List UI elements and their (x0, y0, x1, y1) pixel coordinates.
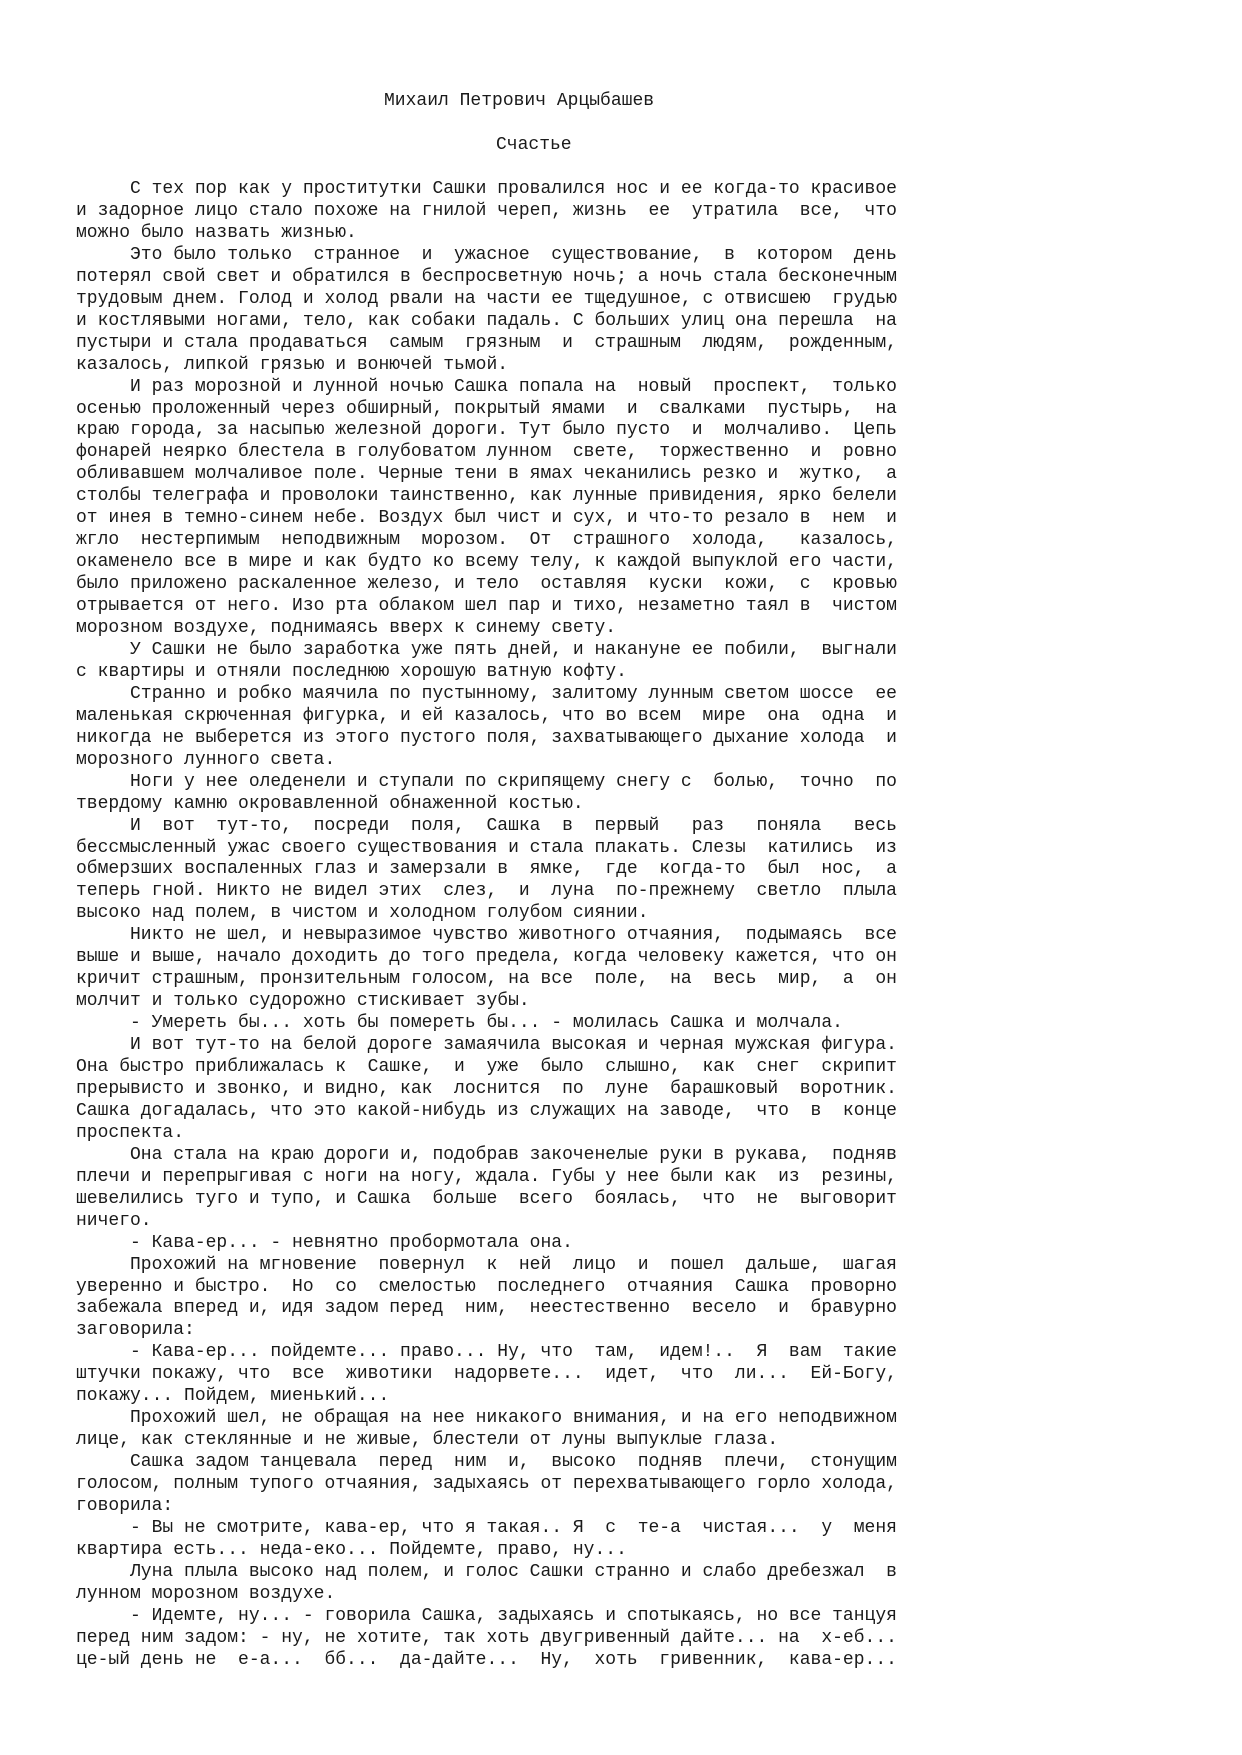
text-line: лунном морозном воздухе. (76, 1583, 336, 1604)
text-line: можно было назвать жизнью. (76, 222, 357, 243)
text-line: морозном воздухе, поднимаясь вверх к синему свету. (76, 618, 617, 638)
text-line: - Идемте, ну... - говорила Сашка, задыхаясь и спотыкаясь, но все танцуя (76, 1605, 897, 1626)
text-line: трудовым днем. Голод и холод рвали на части ее тщедушное, с отвисшею грудью (76, 288, 897, 309)
text-line: - Кава-ер... - невнятно пробормотала она. (76, 1232, 573, 1253)
text-line: И вот тут-то, посреди поля, Сашка в первый раз поняла весь (76, 815, 897, 836)
text-line: С тех пор как у проститутки Сашки провалился нос и ее когда-то красивое (76, 179, 897, 199)
text-line: твердому камню окровавленной обнаженной костью. (76, 793, 584, 814)
text-line: фонарей неярко блестела в голубоватом лунном свете, торжественно и ровно (76, 442, 897, 463)
text-line: Прохожий на мгновение повернул к ней лицо и пошел дальше, шагая (76, 1254, 897, 1275)
text-line: маленькая скрюченная фигурка, и ей казалось, что во всем мире она одна и (76, 705, 897, 726)
text-line: Никто не шел, и невыразимое чувство животного отчаяния, подымаясь все (76, 925, 897, 946)
text-line: У Сашки не было заработка уже пять дней, и накануне ее побили, выгнали (76, 639, 897, 660)
text-line: Луна плыла высоко над полем, и голос Сашки странно и слабо дребезжал в (76, 1561, 897, 1582)
text-line: штучки покажу, что все животики надорвете... идет, что ли... Ей-Богу, (76, 1364, 897, 1385)
text-line: бессмысленный ужас своего существования и стала плакать. Слезы катились из (76, 837, 897, 858)
text-line: проспекта. (76, 1122, 185, 1143)
text-line: морозного лунного света. (76, 749, 336, 770)
text-line: кричит страшным, пронзительным голосом, на все поле, на весь мир, а он (76, 969, 897, 990)
text-line: перед ним задом: - ну, не хотите, так хоть двугривенный дайте... на х-еб... (76, 1627, 897, 1648)
text-line: обмерзших воспаленных глаз и замерзали в ямке, где когда-то был нос, а (76, 859, 897, 880)
text-line: высоко над полем, в чистом и холодном голубом сиянии. (76, 903, 649, 924)
text-line: столбы телеграфа и проволоки таинственно, как лунные привидения, ярко белели (76, 486, 897, 507)
text-line: Ноги у нее оледенели и ступали по скрипящему снегу с болью, точно по (76, 771, 897, 792)
text-line: покажу... Пойдем, миенький... (76, 1386, 390, 1407)
text-line: шевелились туго и тупо, и Сашка больше всего боялась, что не выговорит (76, 1188, 897, 1209)
text-line: Сашка догадалась, что это какой-нибудь из служащих на заводе, что в конце (76, 1100, 897, 1121)
text-line: - Вы не смотрите, кава-ер, что я такая.. Я с те-а чистая... у меня (76, 1517, 897, 1538)
text-line: И вот тут-то на белой дороге замаячила высокая и черная мужская фигура. (76, 1035, 897, 1056)
text-line: Она быстро приближалась к Сашке, и уже было слышно, как снег скрипит (76, 1057, 897, 1077)
text-line: Сашка задом танцевала перед ним и, высоко подняв плечи, стонущим (76, 1452, 897, 1473)
text-line: с квартиры и отняли последнюю хорошую ватную кофту. (76, 661, 627, 682)
text-line: - Кава-ер... пойдемте... право... Ну, что там, идем!.. Я вам такие (76, 1342, 897, 1363)
text-line: Прохожий шел, не обращая на нее никакого внимания, и на его неподвижном (76, 1408, 897, 1429)
text-line: от инея в темно-синем небе. Воздух был чист и сух, и что-то резало в нем и (76, 508, 897, 529)
text-line: забежала вперед и, идя задом перед ним, неестественно весело и бравурно (76, 1298, 897, 1319)
text-line: потерял свой свет и обратился в беспросветную ночь; а ночь стала бесконечным (76, 266, 897, 287)
text-line: И раз морозной и лунной ночью Сашка попала на новый проспект, только (76, 376, 897, 397)
text-line: уверенно и быстро. Но со смелостью последнего отчаяния Сашка проворно (76, 1276, 897, 1297)
text-line: теперь гной. Никто не видел этих слез, и луна по-прежнему светло плыла (76, 881, 897, 902)
text-line: никогда не выберется из этого пустого поля, захватывающего дыхание холода и (76, 727, 897, 748)
text-line: обливавшем молчаливое поле. Черные тени в ямах чеканились резко и жутко, а (76, 464, 897, 485)
text-line: Это было только странное и ужасное существование, в котором день (76, 244, 897, 265)
text-line: Она стала на краю дороги и, подобрав закоченелые руки в рукава, подняв (76, 1144, 897, 1165)
text-line: отрывается от него. Изо рта облаком шел пар и тихо, незаметно таял в чистом (76, 596, 897, 617)
text-line: голосом, полным тупого отчаяния, задыхаясь от перехватывающего горло холода, (76, 1474, 897, 1495)
text-line: ничего. (76, 1210, 152, 1231)
text-line: лице, как стеклянные и не живые, блестели от луны выпуклые глаза. (76, 1430, 779, 1451)
text-line: выше и выше, начало доходить до того предела, когда человеку кажется, что он (76, 947, 897, 968)
text-line: осенью проложенный через обширный, покрытый ямами и свалками пустырь, на (76, 398, 897, 419)
text-line: Странно и робко маячила по пустынному, залитому лунным светом шоссе ее (76, 683, 897, 704)
story-title: Счастье (496, 135, 572, 155)
text-line: краю города, за насыпью железной дороги. Тут было пусто и молчаливо. Цепь (76, 420, 897, 441)
text-line: - Умереть бы... хоть бы помереть бы... - молилась Сашка и молчала. (76, 1013, 843, 1034)
text-line: и задорное лицо стало похоже на гнилой череп, жизнь ее утратила все, что (76, 200, 897, 221)
text-line: плечи и перепрыгивая с ноги на ногу, ждала. Губы у нее были как из резины, (76, 1166, 897, 1187)
text-line: пустыри и стала продаваться самым грязным и страшным людям, рожденным, (76, 332, 897, 353)
text-line: было приложено раскаленное железо, и тело оставляя куски кожи, с кровью (76, 574, 897, 595)
text-line: казалось, липкой грязью и вонючей тьмой. (76, 354, 509, 375)
text-line: жгло нестерпимым неподвижным морозом. От страшного холода, казалось, (76, 530, 897, 551)
text-line: це-ый день не е-а... бб... да-дайте... Ну, хоть гривенник, кава-ер... (76, 1649, 897, 1670)
text-line: заговорила: (76, 1320, 195, 1341)
text-line: окаменело все в мире и как будто ко всему телу, к каждой выпуклой его части, (76, 552, 897, 573)
text-line: квартира есть... неда-еко... Пойдемте, право, ну... (76, 1539, 627, 1560)
author-name: Михаил Петрович Арцыбашев (384, 91, 655, 111)
text-line: прерывисто и звонко, и видно, как лоснится по луне барашковый воротник. (76, 1078, 897, 1099)
text-line: говорила: (76, 1496, 174, 1516)
text-line: молчит и только судорожно стискивает зубы. (76, 991, 530, 1012)
text-line: и костлявыми ногами, тело, как собаки падаль. С больших улиц она перешла на (76, 310, 897, 331)
